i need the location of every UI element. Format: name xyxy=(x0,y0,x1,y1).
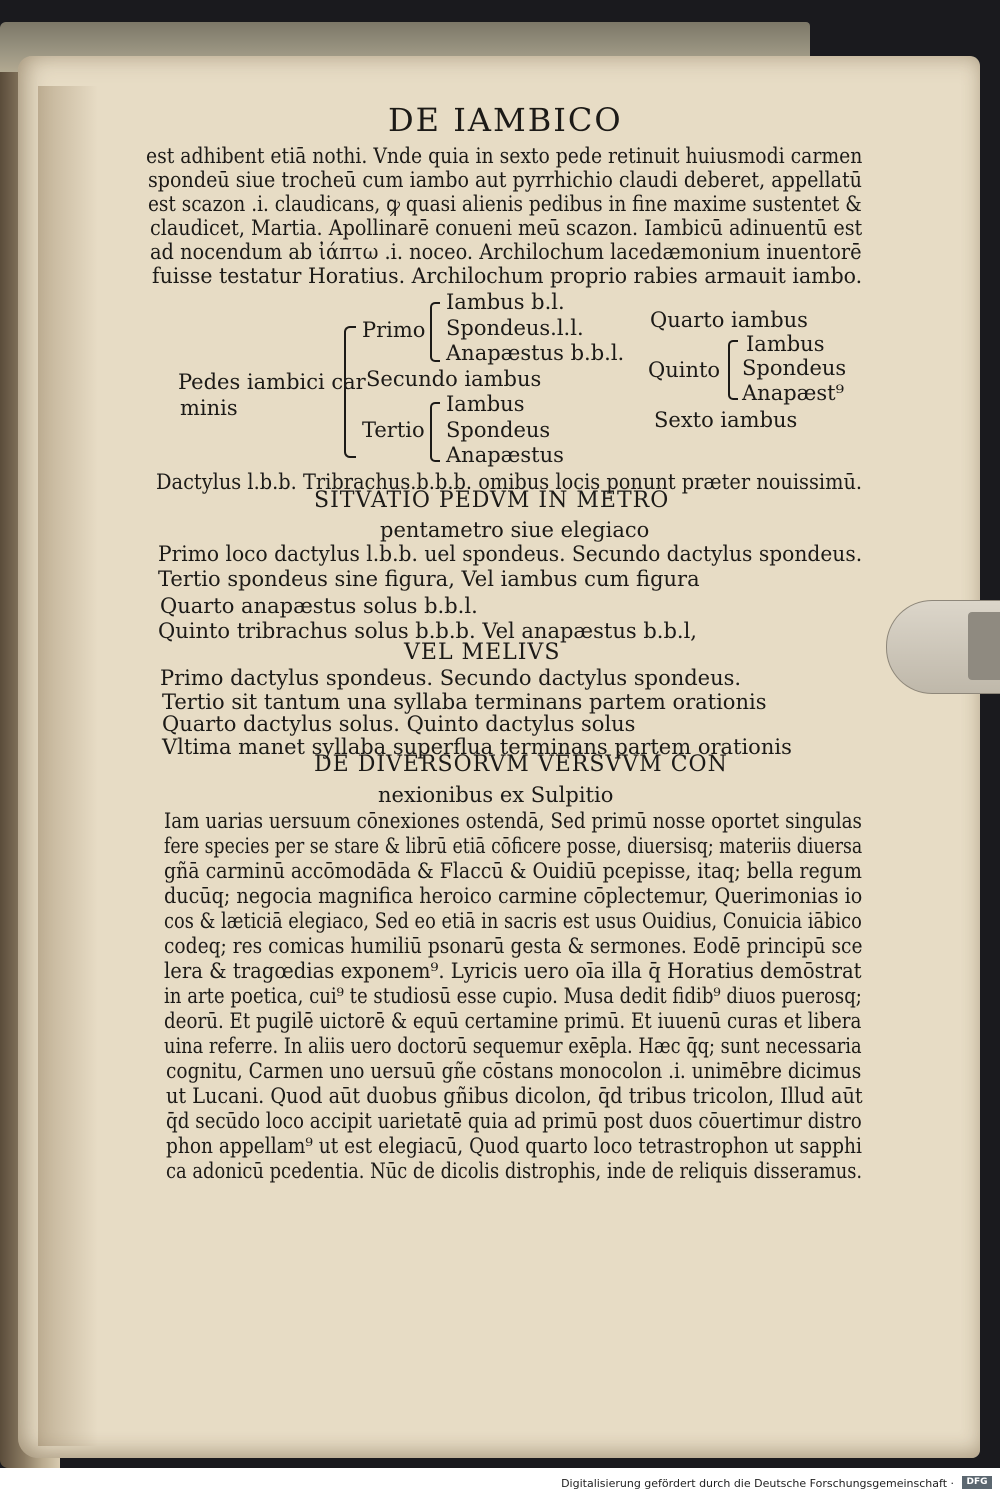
section-title: SITVATIO PEDVM IN METRO xyxy=(314,488,670,513)
text-line: codeq; res comicas humiliū psonarū gesta & sermones. Eodē principū sce xyxy=(164,934,863,958)
text-line: Primo loco dactylus l.b.b. uel spondeus. Secundo dactylus spondeus. xyxy=(158,542,863,566)
text-line: cos & læticiā elegiaco, Sed eo etiā in sacris est usus Ouidius, Conuicia iābico xyxy=(164,909,862,933)
main-brace xyxy=(344,326,356,458)
diagram-primo: Primo xyxy=(362,318,426,342)
section-title: DE DIVERSORVM VERSVVM CON xyxy=(314,752,728,777)
text-line: Iam uarias uersuum cōnexiones ostendā, Sed primū nosse oportet singulas xyxy=(164,809,862,833)
text-line: ducūq; negocia magnifica heroico carmine cōplectemur, Querimonias io xyxy=(164,884,863,908)
diagram-tertio-item: Iambus xyxy=(446,392,525,416)
text-line: deorū. Et pugilē uictorē & equū certamine primū. Et iuuenū curas et libera xyxy=(164,1009,862,1033)
text-line: Tertio spondeus sine figura, Vel iambus cum figura xyxy=(158,567,700,591)
text-line: Quinto tribrachus solus b.b.b. Vel anapæstus b.b.l, xyxy=(158,619,697,643)
diagram-quinto-item: Iambus xyxy=(746,332,825,356)
diagram-quinto-item: Spondeus xyxy=(742,356,847,380)
diagram-secundo: Secundo iambus xyxy=(366,367,542,391)
diagram-quarto: Quarto iambus xyxy=(650,308,808,332)
text-line: Vltima manet syllaba superflua terminans partem orationis xyxy=(162,735,792,759)
dactylus-line: Dactylus l.b.b. Tribrachus.b.b.b. omibus locis ponunt præter nouissimū. xyxy=(156,470,863,494)
text-line: claudicet, Martia. Apollinarē conueni meū scazon. Iambicū adinuentū est xyxy=(150,216,863,240)
dfg-logo-icon: DFG xyxy=(962,1476,992,1489)
text-line: gñā carminū accōmodāda & Flaccū & Ouidiū pcepisse, itaq; bella regum xyxy=(164,859,862,883)
digitization-footer xyxy=(0,1468,1000,1496)
text-line: uina referre. In aliis uero doctorū sequemur exēpla. Hæc q̄q; sunt necessaria xyxy=(164,1034,862,1058)
text-line: Quarto anapæstus solus b.b.l. xyxy=(160,594,478,618)
text-line: Quarto dactylus solus. Quinto dactylus solus xyxy=(162,712,636,736)
text-line: fuisse testatur Horatius. Archilochum proprio rabies armauit iambo. xyxy=(152,264,863,288)
text-line: est scazon .i. claudicans, ꝙ quasi alienis pedibus in fine maxime sustentet & xyxy=(148,192,862,216)
diagram-tertio-item: Anapæstus xyxy=(446,443,564,467)
page-clip-tab xyxy=(968,612,1000,680)
gutter-shadow xyxy=(38,86,98,1446)
text-line: cognitu, Carmen uno uersuū gñe cōstans monocolon .i. unimēbre dicimus xyxy=(166,1059,862,1083)
text-line: lera & tragœdias exponem⁹. Lyricis uero oīa illa q̄ Horatius demōstrat xyxy=(164,959,862,983)
text-line: Primo dactylus spondeus. Secundo dactylus spondeus. xyxy=(160,666,742,690)
quinto-brace xyxy=(728,340,738,400)
primo-brace xyxy=(430,302,440,362)
text-line: est adhibent etiā nothi. Vnde quia in sexto pede retinuit huiusmodi carmen xyxy=(146,144,863,168)
footer-credit: Digitalisierung gefördert durch die Deutsche Forschungsgemeinschaft · xyxy=(561,1477,954,1490)
text-line: ut Lucani. Quod aūt duobus gñibus dicolon, q̄d tribus tricolon, Illud aūt xyxy=(166,1084,863,1108)
section-subtitle: pentametro siue elegiaco xyxy=(380,518,650,542)
text-line: ca adonicū pcedentia. Nūc de dicolis distrophis, inde de reliquis disseramus. xyxy=(166,1159,863,1183)
text-line: phon appellam⁹ ut est elegiacū, Quod quarto loco tetrastrophon ut sapphi xyxy=(166,1134,862,1158)
section-title: VEL MELIVS xyxy=(404,640,561,665)
tertio-brace xyxy=(430,402,440,462)
text-line: spondeū siue trocheū cum iambo aut pyrrhichio claudi deberet, appellatū xyxy=(148,168,862,192)
text-line: fere species per se stare & librū etiā cōficere posse, diuersisq; materiis diuersa xyxy=(164,834,863,858)
diagram-primo-item: Spondeus.l.l. xyxy=(446,316,584,340)
text-line: Tertio sit tantum una syllaba terminans partem orationis xyxy=(162,690,767,714)
diagram-root-label-cont: minis xyxy=(180,396,238,420)
text-line: in arte poetica, cui⁹ te studiosū esse cupio. Musa dedit fidib⁹ diuos puerosq; xyxy=(164,984,862,1008)
text-line: q̄d secūdo loco accipit uarietatē quia ad primū post duos cōuertimur distro xyxy=(166,1109,862,1133)
diagram-primo-item: Anapæstus b.b.l. xyxy=(446,341,625,365)
section-subtitle: nexionibus ex Sulpitio xyxy=(378,783,614,807)
diagram-tertio-item: Spondeus xyxy=(446,418,551,442)
diagram-quinto-item: Anapæst⁹ xyxy=(742,381,845,405)
diagram-primo-item: Iambus b.l. xyxy=(446,290,565,314)
text-line: ad nocendum ab ἰάπτω .i. noceo. Archilochum lacedæmonium inuentorē xyxy=(150,240,862,264)
diagram-sexto: Sexto iambus xyxy=(654,408,798,432)
page-heading: DE IAMBICO xyxy=(388,101,623,139)
diagram-tertio: Tertio xyxy=(362,418,425,442)
diagram-quinto: Quinto xyxy=(648,358,721,382)
diagram-root-label: Pedes iambici car xyxy=(178,370,366,394)
